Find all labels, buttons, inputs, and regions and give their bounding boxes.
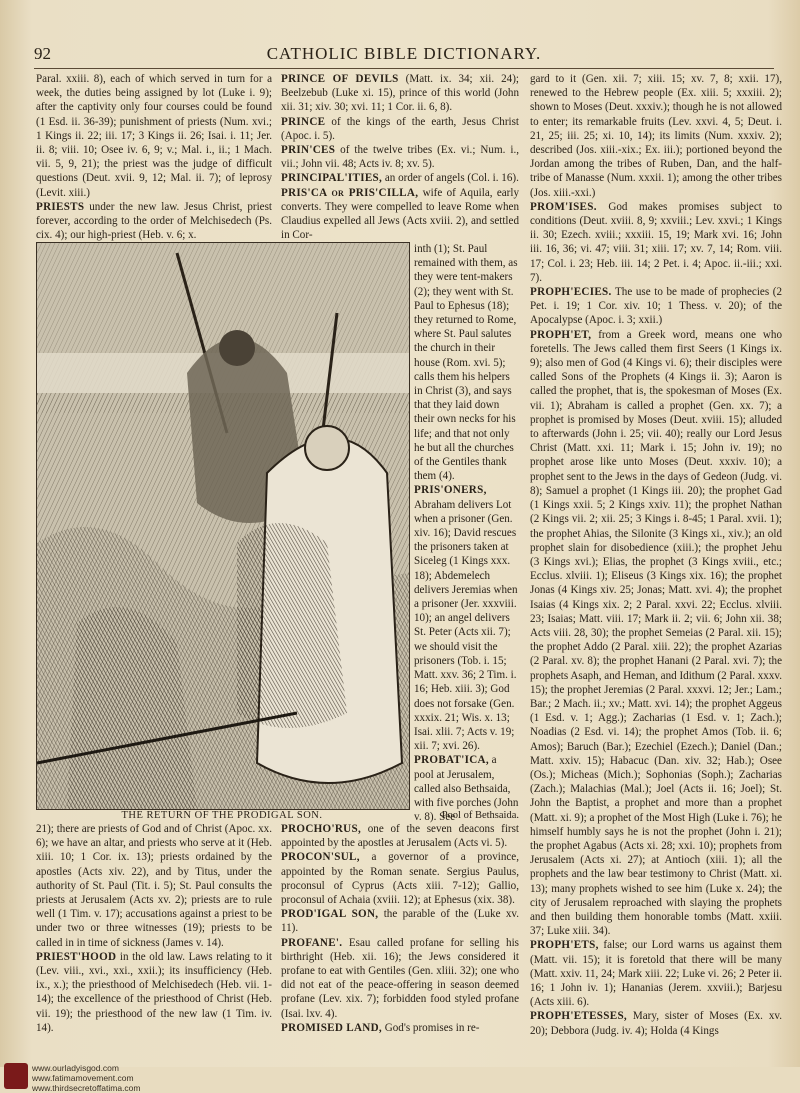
entry-text: God makes promises subject to conditions (Deut. xviii. 8, 9; xxviii.; Lev. xxvi.; 1 Kings ii. 30; Ezech. xviii.; xxxiii. 15, 19; Mark xvi. 16; John iii. 16, 36; vi. 47; viii. 31; xiii. 17; xv. 7, 14; Rom. viii. 17; Col. i. 23; Heb. iii. 14; 2 Pet. i. 4; Apoc. ii.-iii.; xxi. 7). — [530, 200, 782, 284]
entry-text: the parable of the (Luke xv. 11). — [281, 908, 519, 935]
entry-heading: PROCON'SUL, — [281, 851, 360, 864]
footer-link[interactable]: www.thirdsecretoffatima.com — [32, 1083, 141, 1093]
prodigal-son-engraving — [36, 242, 410, 810]
entry-text: Mary, sister of Moses (Ex. xv. 20); Debbora (Judg. iv. 4); Holda (4 Kings — [530, 1010, 782, 1037]
entry-heading: PROM'ISES. — [530, 200, 597, 213]
entry-text: (Matt. ix. 34; xii. 24); Beelzebub (Luke xi. 15), prince of this world (John xii. 31; xiv. 30; xvi. 11; 1 Cor. ii. 6, 8). — [281, 73, 519, 114]
entry-text: Paral. xxiii. 8), each of which served in turn for a week, the duties being assigned by lot (Luke i. 9); after the captivity only four courses could be found (1 Esd. ii. 36-39); punishment of priests (Num. xvi.; 1 Kings ii. 22; iii. 17; 3 Kings ii. 26; Isai. i. 11; Jer. ii. 8; viii. 10; Osee iv. 6, 9; v.; Mal. i., ii.; 1 Mach. vii. 5, 9, 21); the priest was the judge of difficult questions (Deut. xvii. 9, 12; Mal. ii. 7); of leprosy (Levit. xiii.) — [36, 73, 272, 199]
entry-text: 21); there are priests of God and of Christ (Apoc. xx. 6); we have an altar, and priests who serve at it (Heb. xiii. 10; 1 Cor. ix. 13); priests ordained by the apostles (Acts xiv. 22), and by Titus, under the authority of St. Paul (Tit. i. 5); St. Paul consults the priests at Jerusalem (Acts xv. 2); priests are to rule well (1 Tim. v. 17); accusations against a priest to be under two or three witnesses (19); priests to be called in in time of sickness (James v. 14). — [36, 823, 272, 949]
entry-text: The use to be made of prophecies (2 Pet. i. 19; 1 Cor. xiv. 10; 1 Thess. v. 20); of the Apocalypse (Apoc. i. 3; xxii.) — [530, 286, 782, 327]
column-2-bottom — [281, 822, 519, 1034]
entry-heading: PROPH'ETESSES, — [530, 1010, 627, 1023]
entry-heading: PROMISED LAND, — [281, 1021, 382, 1034]
entry-text: a governor of a province, appointed by the Roman senate. Sergius Paulus, proconsul of Cyprus (Acts xiii. 7-12); Gallio, proconsul of Achaia (xviii. 12); at Ephesus (xix. 38). — [281, 851, 519, 907]
running-title: CATHOLIC BIBLE DICTIONARY. — [266, 44, 542, 63]
column-3 — [530, 72, 782, 1037]
entry-heading: PRINCIPAL'ITIES, — [281, 172, 383, 185]
entry-heading: PROPH'ECIES. — [530, 286, 612, 299]
entry-heading: PRIS'ONERS, — [414, 484, 487, 497]
entry-heading: PROD'IGAL SON, — [281, 908, 379, 921]
entry-heading: PROCHO'RUS, — [281, 823, 362, 835]
engraving-image — [37, 243, 409, 809]
column-2-top — [281, 72, 519, 242]
footer-link[interactable]: www.fatimamovement.com — [32, 1073, 134, 1083]
entry-heading: PROPH'ETS, — [530, 939, 599, 952]
entry-heading: PROFANE'. — [281, 936, 343, 949]
entry-heading: PRINCE — [281, 115, 326, 128]
entry-text: gard to it (Gen. xii. 7; xiii. 15; xv. 7, 8; xxii. 17), renewed to the Hebrew people (Ex. xiii. 5; xxxiii. 2); shown to Moses (Deut. xxxiv.); though he is not allowed to enter; its remarkable fruits (Lev. xxvi. 4, 5; Deut. i. 21, 25; iii. 25; xi. 10, 14); its limits (Num. xxxiv. 2); described (Jos. xiii.-xix.; Ex. iii.); portioned beyond the Jordan among the tribes of Ruben, Dan, and the half-tribe of Manasse (Num. xxxii. 1); among the other tribes (Jos. xiii.-xxi.) — [530, 73, 782, 199]
entry-text: wife of Aquila, early converts. They were compelled to leave Rome when Claudius expelled all Jews (Acts xviii. 2), and settled in Cor- — [281, 186, 519, 242]
entry-text: a pool at Jerusalem, called also Bethsaida, with five porches (John v. 8). See — [414, 754, 519, 824]
entry-text: an order of angels (Col. i. 16). — [382, 172, 519, 185]
entry-text: of the twelve tribes (Ex. vi.; Num. i., vii.; John vii. 48; Acts iv. 8; xv. 5). — [281, 144, 519, 171]
page-header — [34, 44, 774, 69]
entry-heading: PRINCE OF DEVILS — [281, 73, 399, 85]
entry-heading: PROPH'ET, — [530, 328, 592, 341]
entry-text: in the old law. Laws relating to it (Lev. viii., xvi., xxi., xxii.); its insufficiency (Heb. ix., x.); the priesthood of Melchisedech (Heb. vii. 1-14); the excellence of the priesthood of Christ (Heb. vii. 19); the priesthood of the new law (1 Tim. iv. 14). — [36, 950, 272, 1034]
column-1-top — [36, 72, 272, 242]
entry-heading: PRIS'CA or PRIS'CILLA, — [281, 186, 419, 199]
entry-heading: PRIESTS — [36, 200, 85, 213]
see-reference: Pool of Bethsaida. — [441, 810, 519, 821]
column-1-bottom — [36, 822, 272, 1034]
engraving-caption: THE RETURN OF THE PRODIGAL SON. — [121, 810, 323, 821]
entry-text: one of the seven deacons first appointed by the apostles at Jerusalem (Acts vi. 5). — [281, 823, 519, 850]
entry-heading: PRIEST'HOOD — [36, 950, 117, 963]
footer-link[interactable]: www.ourladyisgod.com — [32, 1063, 119, 1073]
entry-text: Esau called profane for selling his birthright (Heb. xii. 16); the Jews considered it profane to eat with Gentiles (Gen. xliii. 32); one who did not eat of the peace-offering in season deemed profane (Lev. xix. 7); forbidden food styled profane (Isai. lxv. 4). — [281, 936, 519, 1020]
entry-text: inth (1); St. Paul remained with them, as they were tent-makers (2); they went with St. Paul to Ephesus (18); they returned to Rome, where St. Paul salutes the church in their house (Rom. xvi. 5); calls them his helpers in Christ (3), and says that they laid down their own necks for his life; and that not only he but all the churches of the Gentiles thank them (4). — [414, 243, 518, 483]
entry-text: from a Greek word, means one who foretells. The Jews called them first Seers (1 Kings ix. 9); also men of God (4 Kings vi. 6); their disciples were called Sons of the Prophets (4 Kings ii. 3); Aaron is called the prophet, that is, the spokesman of Moses (Ex. vii. 1); Abraham is called a prophet (Gen. xx. 7); a prophet is promised by Moses (Deut. xviii. 15); alluded to afterwards (John i. 25; vii. 40); really our Lord Jesus Christ (Matt. xxi. 11; Mark i. 15; John iv. 19); no prophet arose like unto Moses (Deut. xxxiv. 10); a prophet sent to the Jews in the days of Gedeon (Judg. vi. 8); Samuel a prophet (1 Kings iii. 20); the prophet Gad (1 Kings xxii. 5; 2 Kings xxiv. 11); the prophet Nathan (2 Kings vii. 2; xii. 25; 3 Kings i. 8-45; 1 Paral. xvii. 1); the prophet Ahias, the Silonite (3 Kings xi., xiv.); an old prophet slain for disobedience (xiii.); the prophet Jehu (3 Kings xvi.); Elias, the prophet (3 Kings xviii., etc.; Ecclus. xlviii. 1); Eliseus (3 Kings xix. 16); the prophet Jonas (4 Kings xiv. 25; Jonas; Matt. xvi. 4); the prophet Isaias (4 Kings xix. 2; 2 Paral. xxvi. 22; Ecclus. xlviii. 23; Isaias; Matt. viii. 17; Mark ii. 2; vii. 6; John xii. 38; Acts viii. 28, 30); the prophet Semeias (2 Paral. xii. 15); the prophet Addo (2 Paral. xiii. 22); the prophet Azarias (2 Paral. xv. 8); the prophet Hanani (2 Paral. xvi. 7); the prophets Asaph, and Heman, and Idithum (2 Paral. xxxv. 15); the prophet Jeremias (2 Paral. xxxvi. 12; Jer.; Lam.; Bar.; 2 Mach. ii.; xv.; Matt. xvi. 14); the prophet Aggeus (1 Esd. v. 1; Agg.); Zacharias (1 Esd. v. 1; Zach.); Noadias (2 Esd. vi. 14); the prophet Amos (Tob. ii. 6; Amos); Baruch (Bar.); Ezechiel (Ezech.); Daniel (Dan.; Matt. xxiv. 15); Habacuc (Dan. xiv. 32; Hab.); Osee (Os.); Micheas (Mich.); Sophonias (Soph.); Zacharias (Zach.); Malachias (Mal.); Joel (Acts ii. 16; Joel); St. John the Baptist, a prophet and more than a prophet (Matt. xi. 9); a prophet of the Most High (Luke i. 76); he himself humbly says he is not the prophet (John i. 21); the prophet Agabus (Acts xi. 28; xxi. 10); prophets from Jerusalem (Acts xi. 27); at Antioch (xiii. 1); all the prophets and the law bear testimony to Christ (Matt. xi. 13); many prophets wished to see him (Luke x. 24); the city of Jerusalem reproached with slaying the prophets and then building them honorable tombs (Matt. xxiii. 37; Luke xiii. 34). — [530, 328, 782, 938]
page-number: 92 — [34, 44, 51, 63]
entry-text: of the kings of the earth, Jesus Christ (Apoc. i. 5). — [281, 115, 519, 142]
entry-text: under the new law. Jesus Christ, priest forever, according to the order of Melchisedech (Ps. cix. 4); our high-priest (Heb. v. 6; x. — [36, 200, 272, 242]
entry-text: Abraham delivers Lot when a prisoner (Gen. xiv. 16); David rescues the prisoners taken at Siceleg (1 Kings xxx. 18); Abdemelech delivers Jeremias when a prisoner (Jer. xxxviii. 10); an angel delivers St. Peter (Acts xii. 7); we should visit the prisoners (Tob. i. 15; Matt. xxv. 36; 2 Tim. i. 16; Heb. xiii. 3); God does not forsake (Gen. xxxix. 21; Wis. x. 13; Isai. xlii. 7; Acts v. 19; xii. 7; xvi. 26). — [414, 498, 518, 753]
entry-heading: PRIN'CES — [281, 144, 336, 157]
entry-text: false; our Lord warns us against them (Matt. vii. 15); it is foretold that there will be many (Matt. xxiv. 11, 24; Mark xiii. 22; Luke vi. 26; 2 Peter ii. 16; 1 John iv. 1); Hananias (Jerem. xxviii.); Barjesu (Acts xiii. 6). — [530, 939, 782, 1009]
site-logo-icon — [4, 1063, 28, 1089]
entry-heading: PROBAT'ICA, — [414, 754, 489, 767]
entry-text: God's promises in re- — [381, 1021, 480, 1034]
